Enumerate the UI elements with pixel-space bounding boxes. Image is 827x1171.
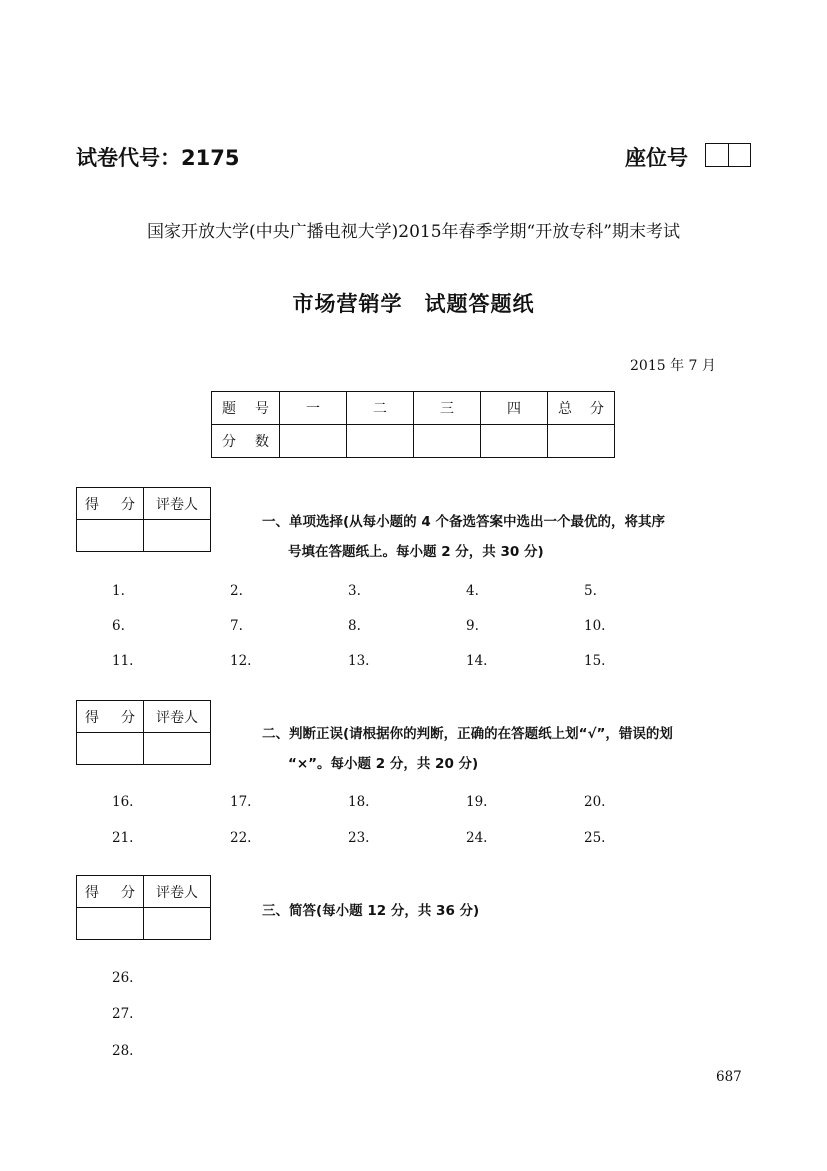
answer-number: 25. — [584, 830, 606, 846]
answer-number: 20. — [584, 794, 606, 810]
answer-number: 3. — [348, 583, 361, 599]
label-char: 分 — [590, 401, 604, 417]
answer-number: 6. — [112, 618, 125, 634]
seat-box[interactable] — [706, 144, 729, 166]
label-char: 数 — [255, 434, 269, 450]
column-header: 四 — [481, 392, 548, 425]
seat-label: 座位号 — [625, 146, 688, 170]
score-cell[interactable] — [347, 425, 414, 458]
answer-number: 9. — [466, 618, 479, 634]
score-label — [77, 488, 144, 520]
answer-number: 11. — [112, 653, 134, 669]
answer-number: 16. — [112, 794, 134, 810]
section-heading-line: 号填在答题纸上。每小题 2 分，共 30 分) — [288, 544, 544, 560]
label-char: 分 — [121, 496, 135, 513]
page-title: 市场营销学 试题答题纸 — [292, 292, 535, 316]
exam-date: 2015 年 7 月 — [630, 358, 716, 374]
total-label — [548, 392, 615, 425]
score-cell[interactable] — [414, 425, 481, 458]
section-heading-line: “×”。每小题 2 分，共 20 分) — [288, 756, 479, 772]
answer-number: 12. — [230, 653, 252, 669]
answer-number: 7. — [230, 618, 243, 634]
exam-header: 国家开放大学(中央广播电视大学)2015年春季学期“开放专科”期末考试 — [147, 222, 680, 242]
seat-box[interactable] — [729, 144, 751, 166]
grader-cell[interactable] — [144, 908, 211, 940]
answer-number: 2. — [230, 583, 243, 599]
score-table-score-row — [212, 425, 615, 458]
answer-number: 5. — [584, 583, 597, 599]
answer-number: 28. — [112, 1043, 134, 1059]
section-heading-line: 一、单项选择(从每小题的 4 个备选答案中选出一个最优的，将其序 — [262, 514, 665, 530]
grader-label: 评卷人 — [144, 876, 211, 908]
answer-number: 23. — [348, 830, 370, 846]
grader-box — [76, 487, 211, 552]
grader-label: 评卷人 — [144, 488, 211, 520]
score-cell[interactable] — [77, 733, 144, 765]
seat-number-boxes[interactable] — [705, 143, 751, 167]
label-char: 得 — [85, 496, 99, 513]
section-heading-line: 三、简答(每小题 12 分，共 36 分) — [262, 903, 480, 919]
answer-number: 22. — [230, 830, 252, 846]
column-header: 二 — [347, 392, 414, 425]
label-char: 分 — [222, 434, 236, 450]
section-heading — [262, 507, 665, 567]
section-heading-line: 二、判断正误(请根据你的判断，正确的在答题纸上划“√”，错误的划 — [262, 726, 673, 742]
answer-number-grid — [112, 583, 702, 669]
answer-number: 21. — [112, 830, 134, 846]
label-char: 号 — [255, 401, 269, 417]
answer-number: 13. — [348, 653, 370, 669]
answer-number: 4. — [466, 583, 479, 599]
question-number-label — [212, 392, 280, 425]
answer-number: 27. — [112, 1006, 134, 1022]
label-char: 得 — [85, 709, 99, 726]
answer-number: 8. — [348, 618, 361, 634]
answer-number: 14. — [466, 653, 488, 669]
answer-number: 17. — [230, 794, 252, 810]
score-label — [212, 425, 280, 458]
grader-cell[interactable] — [144, 520, 211, 552]
grader-box — [76, 700, 211, 765]
grader-label: 评卷人 — [144, 701, 211, 733]
column-header: 三 — [414, 392, 481, 425]
label-char: 得 — [85, 884, 99, 901]
score-cell[interactable] — [77, 520, 144, 552]
column-header: 一 — [280, 392, 347, 425]
score-cell[interactable] — [280, 425, 347, 458]
answer-number: 15. — [584, 653, 606, 669]
label-char: 分 — [121, 709, 135, 726]
score-table-header-row — [212, 392, 615, 425]
answer-number: 26. — [112, 970, 134, 986]
answer-number: 10. — [584, 618, 606, 634]
answer-number: 19. — [466, 794, 488, 810]
grader-box — [76, 875, 211, 940]
score-summary-table — [211, 391, 615, 458]
score-cell[interactable] — [481, 425, 548, 458]
answer-number: 18. — [348, 794, 370, 810]
score-label — [77, 876, 144, 908]
label-char: 分 — [121, 884, 135, 901]
score-label — [77, 701, 144, 733]
score-cell[interactable] — [548, 425, 615, 458]
section-heading — [262, 719, 673, 779]
answer-number: 24. — [466, 830, 488, 846]
section-heading — [262, 896, 479, 926]
label-char: 总 — [558, 401, 572, 417]
label-char: 题 — [222, 401, 236, 417]
paper-code: 试卷代号：2175 — [76, 146, 240, 170]
grader-cell[interactable] — [144, 733, 211, 765]
page-number: 687 — [716, 1069, 742, 1085]
answer-number: 1. — [112, 583, 125, 599]
score-cell[interactable] — [77, 908, 144, 940]
answer-number-grid — [112, 794, 702, 846]
